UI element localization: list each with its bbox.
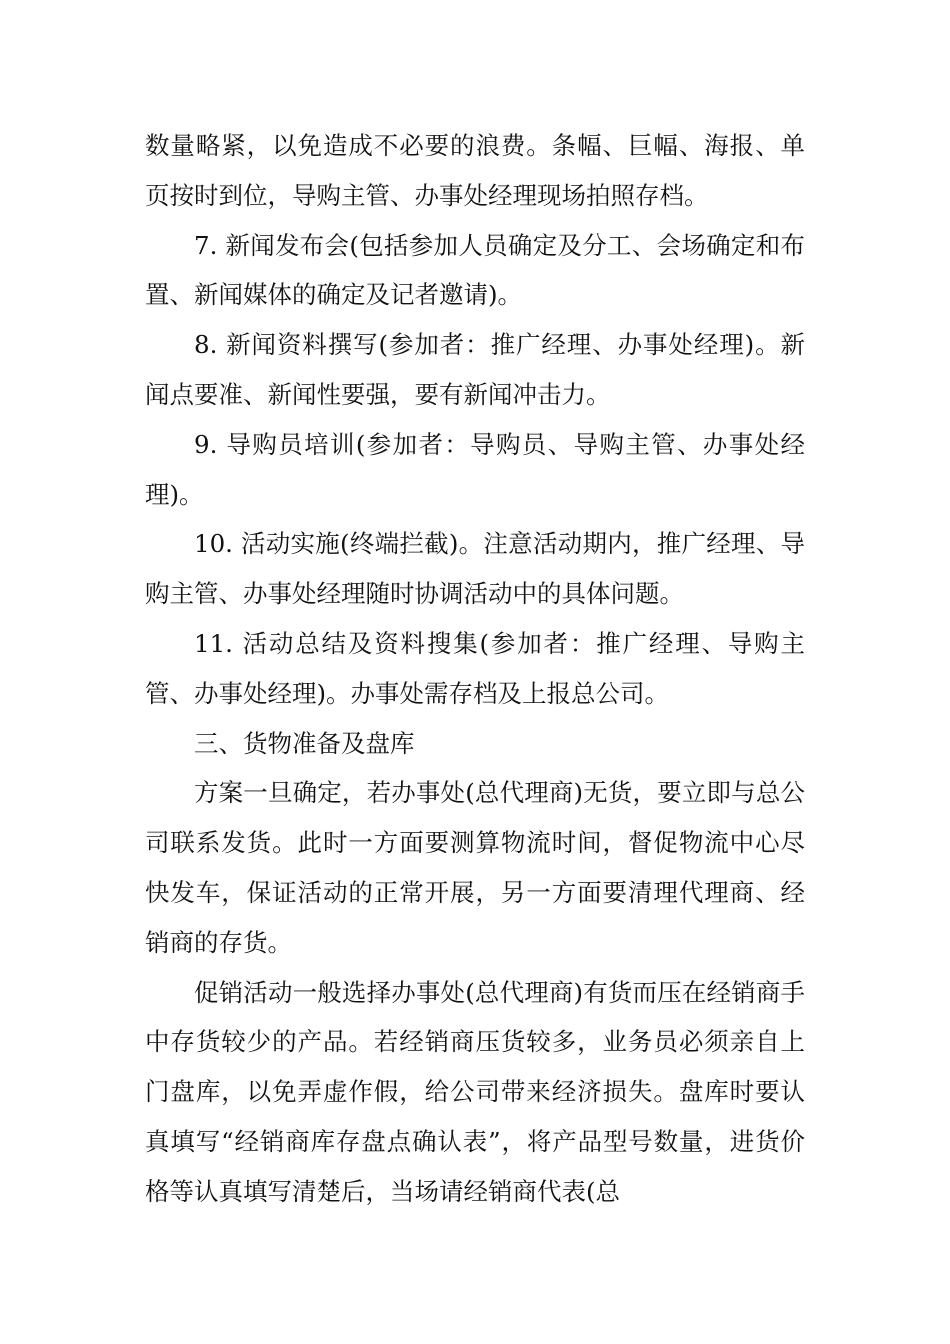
- paragraph-item-8: 8. 新闻资料撰写(参加者：推广经理、办事处经理)。新闻点要准、新闻性要强，要有新闻冲击力。: [145, 330, 805, 409]
- paragraph-item-7: 7. 新闻发布会(包括参加人员确定及分工、会场确定和布置、新闻媒体的确定及记者邀请)。: [145, 230, 805, 310]
- section-heading: 三、货物准备及盘库: [194, 728, 415, 758]
- paragraph-item-11: 11. 活动总结及资料搜集(参加者：推广经理、导购主管、办事处经理)。办事处需存档及上报总公司。: [145, 628, 805, 708]
- paragraph-item-9: 9. 导购员培训(参加者：导购员、导购主管、办事处经理)。: [145, 429, 805, 509]
- paragraph-item-10: 10. 活动实施(终端拦截)。注意活动期内，推广经理、导购主管、办事处经理随时协调活动中的具体问题。: [145, 529, 805, 609]
- paragraph-continued: 数量略紧，以免造成不必要的浪费。条幅、巨幅、海报、单页按时到位，导购主管、办事处经理现场拍照存档。: [145, 131, 805, 210]
- paragraph-goods-preparation: 方案一旦确定，若办事处(总代理商)无货，要立即与总公司联系发货。此时一方面要测算物流时间，督促物流中心尽快发车，保证活动的正常开展，另一方面要清理代理商、经销商的存货。: [145, 778, 805, 957]
- paragraph-inventory-check: 促销活动一般选择办事处(总代理商)有货而压在经销商手中存货较少的产品。若经销商压货较多，业务员必须亲自上门盘库，以免弄虚作假，给公司带来经济损失。盘库时要认真填写“经销商库存盘点确认表”，将产品型号数量，进货价格等认真填写清楚后，当场请经销商代表(总: [145, 977, 805, 1206]
